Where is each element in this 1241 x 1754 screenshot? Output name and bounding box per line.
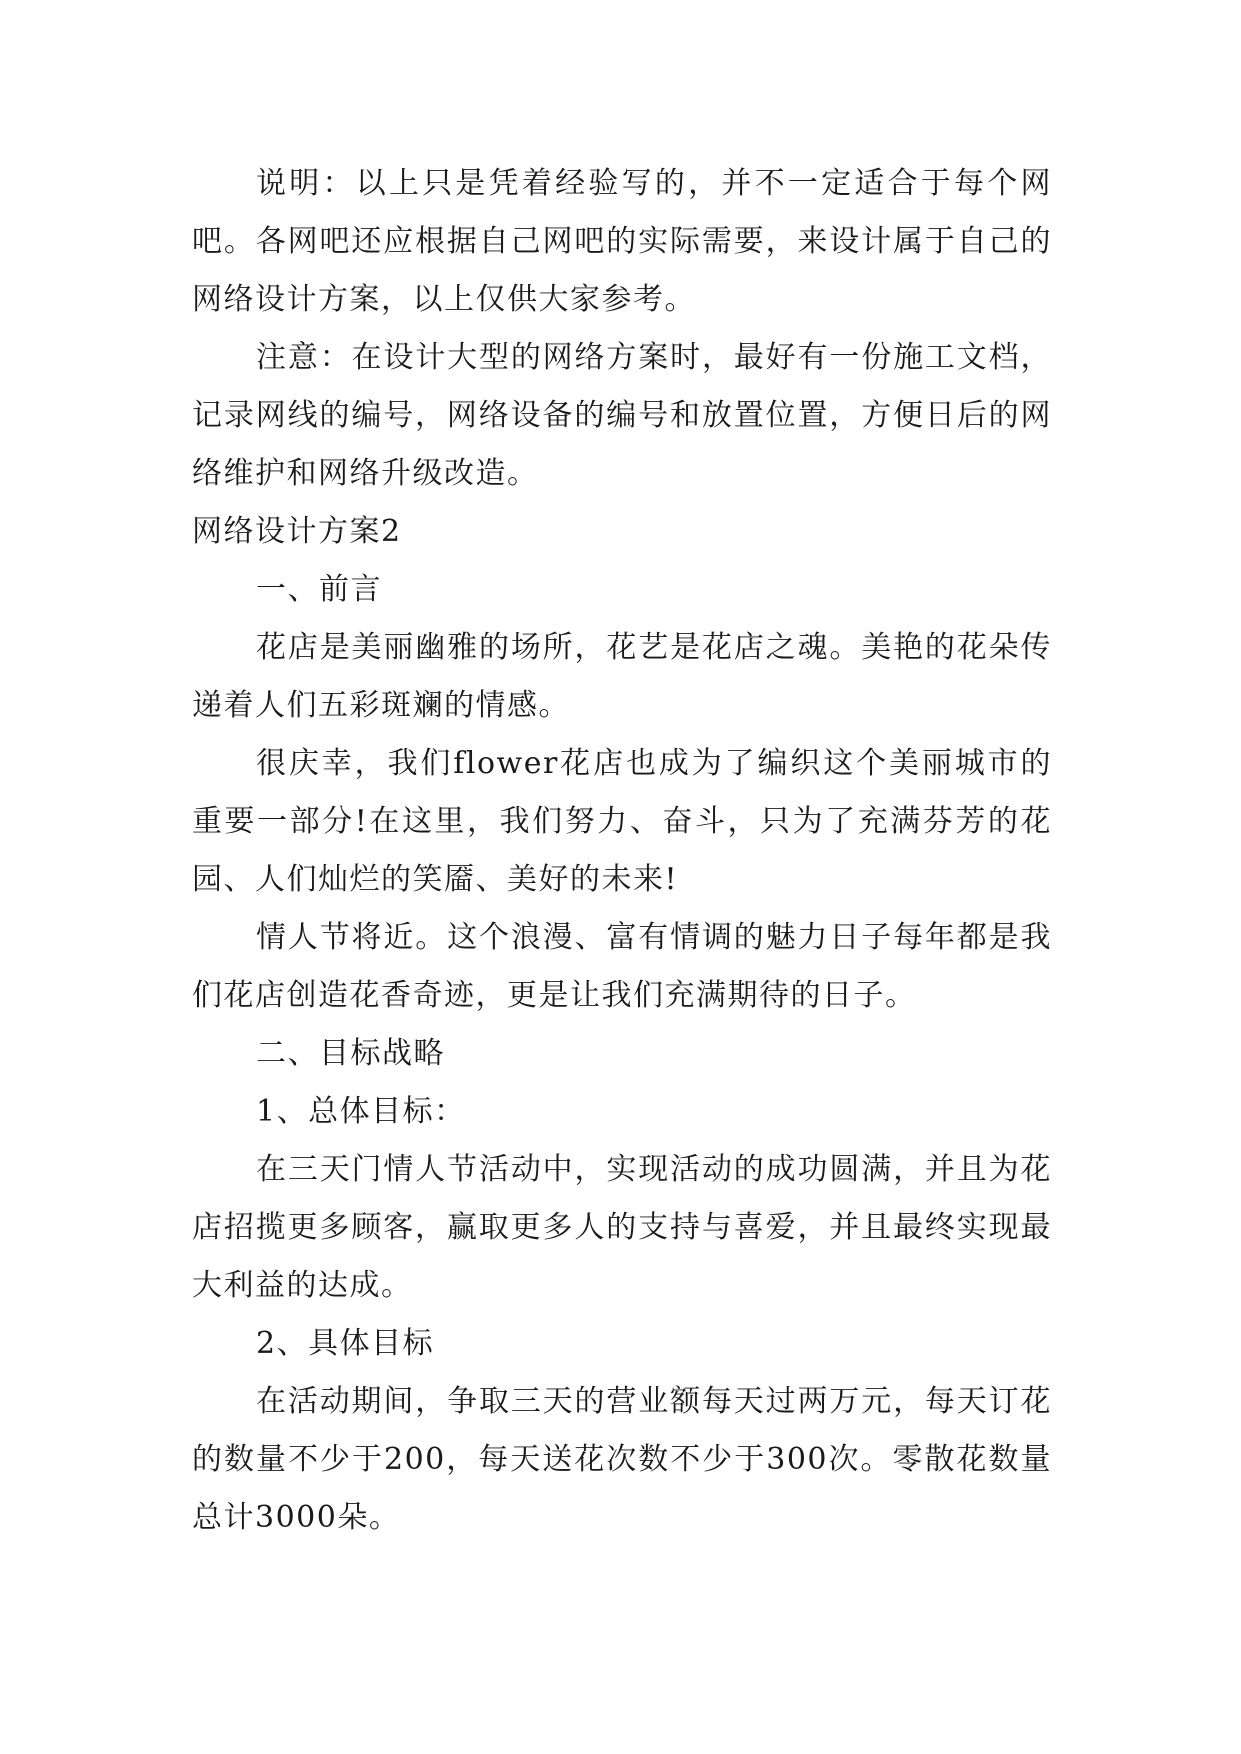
body-paragraph: 情人节将近。这个浪漫、富有情调的魅力日子每年都是我们花店创造花香奇迹，更是让我们充满期待的日子。 bbox=[192, 920, 1052, 1013]
body-paragraph: 在三天门情人节活动中，实现活动的成功圆满，并且为花店招揽更多顾客，赢取更多人的支持与喜爱，并且最终实现最大利益的达成。 bbox=[192, 1152, 1052, 1303]
heading-specific-goal: 2、具体目标 bbox=[256, 1326, 435, 1361]
body-paragraph: 在活动期间，争取三天的营业额每天过两万元，每天订花的数量不少于200，每天送花次数不少于300次。零散花数量总计3000朵。 bbox=[192, 1384, 1052, 1535]
body-paragraph: 花店是美丽幽雅的场所，花艺是花店之魂。美艳的花朵传递着人们五彩斑斓的情感。 bbox=[192, 630, 1052, 723]
caution-paragraph: 注意：在设计大型的网络方案时，最好有一份施工文档，记录网线的编号，网络设备的编号和放置位置，方便日后的网络维护和网络升级改造。 bbox=[192, 340, 1052, 491]
document-body bbox=[192, 155, 1052, 1547]
note-paragraph: 说明：以上只是凭着经验写的，并不一定适合于每个网吧。各网吧还应根据自己网吧的实际需要，来设计属于自己的网络设计方案，以上仅供大家参考。 bbox=[192, 166, 1052, 317]
heading-strategy: 二、目标战略 bbox=[256, 1036, 445, 1071]
heading-overall-goal: 1、总体目标： bbox=[256, 1094, 466, 1129]
heading-preface: 一、前言 bbox=[256, 572, 382, 607]
section-title: 网络设计方案2 bbox=[192, 514, 402, 549]
body-paragraph: 很庆幸，我们flower花店也成为了编织这个美丽城市的重要一部分!在这里，我们努力、奋斗，只为了充满芬芳的花园、人们灿烂的笑靥、美好的未来! bbox=[192, 746, 1052, 897]
